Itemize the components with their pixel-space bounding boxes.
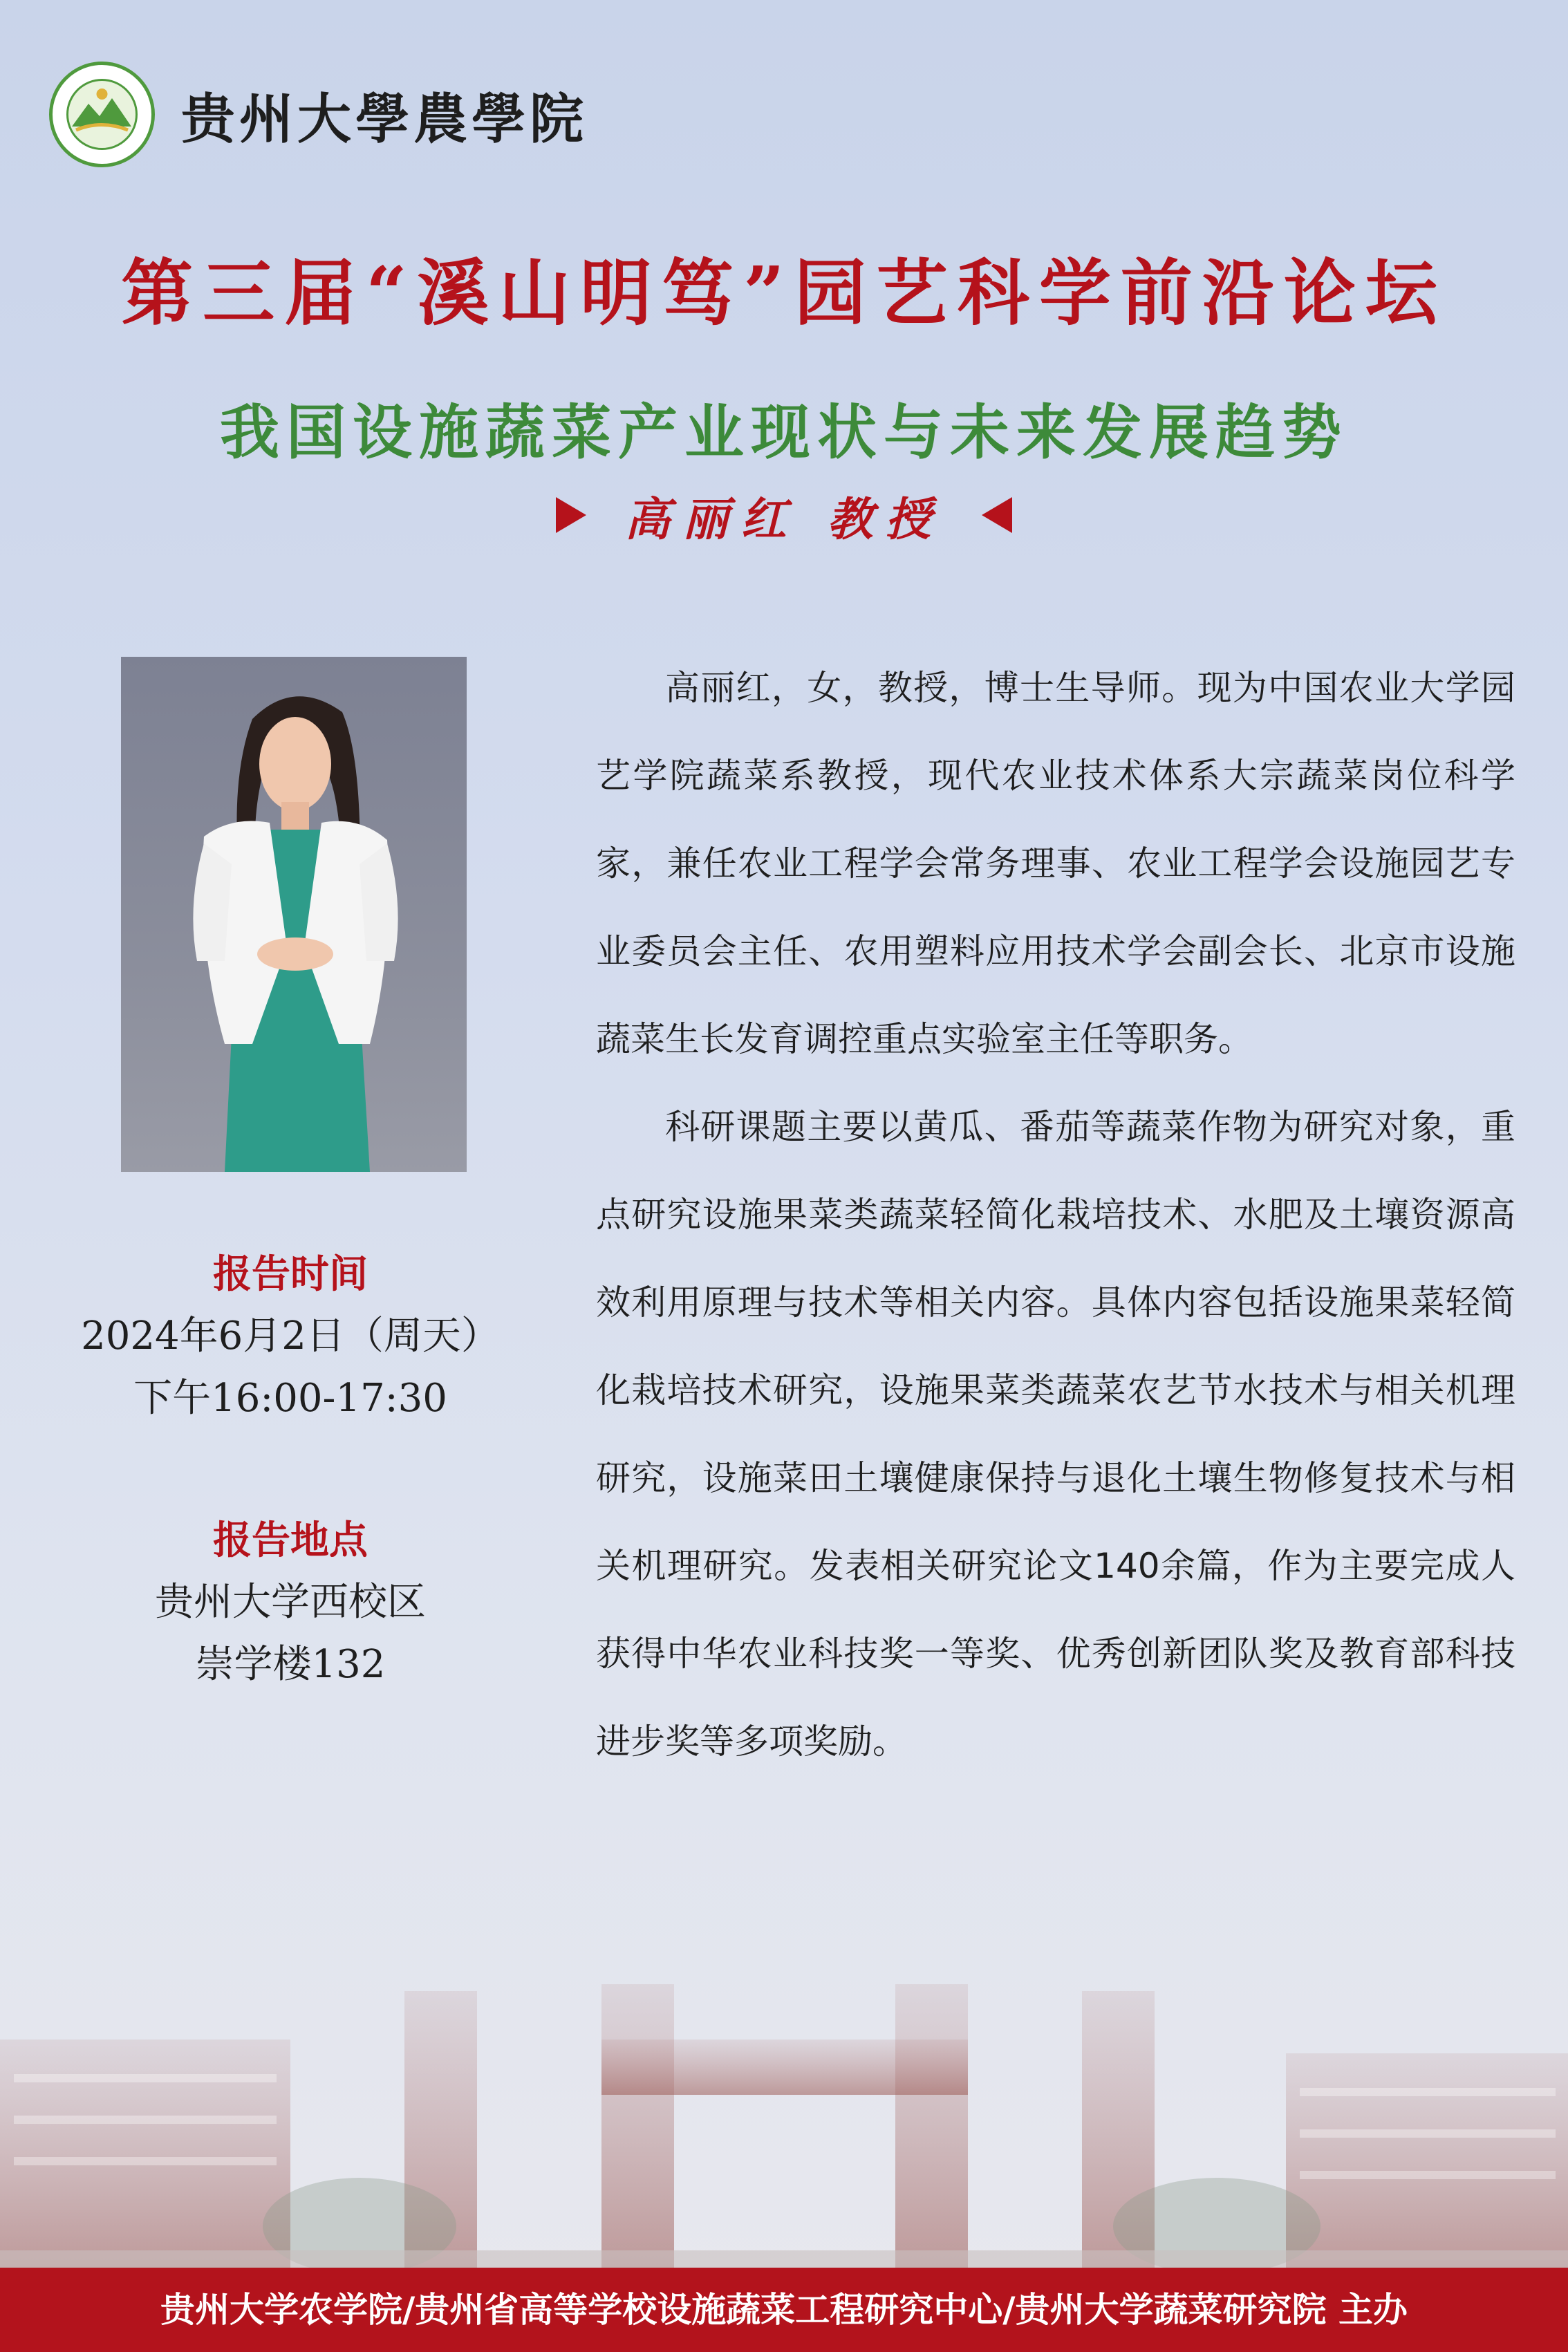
speaker-row	[0, 484, 1568, 546]
college-seal-icon	[48, 61, 156, 168]
date-text: 2024年6月2日（周天）	[81, 1314, 500, 1359]
speaker-photo	[121, 657, 467, 1172]
place-label: 报告地点	[213, 1518, 368, 1563]
forum-title: 第三届“溪山明笃”园艺科学前沿论坛	[121, 250, 1447, 335]
talk-title: 我国设施蔬菜产业现状与未来发展趋势	[220, 398, 1348, 467]
time-label: 报告时间	[213, 1252, 368, 1297]
time-text: 下午16:00-17:30	[133, 1376, 447, 1421]
bio-paragraph: 科研课题主要以黄瓜、番茄等蔬菜作物为研究对象，重点研究设施果菜类蔬菜轻简化栽培技术、水肥及土壤资源高效利用原理与技术等相关内容。具体内容包括设施果菜轻简化栽培技术研究，设施果菜类蔬菜农艺节水技术与相关机理研究，设施菜田土壤健康保持与退化土壤生物修复技术与相关机理研究。发表相关研究论文140余篇，作为主要完成人获得中华农业科技奖一等奖、优秀创新团队奖及教育部科技进步奖等多项奖励。	[596, 1107, 1515, 1762]
triangle-left-icon	[982, 497, 1012, 533]
campus-gate-illustration	[0, 1936, 1568, 2268]
speaker-bio	[596, 644, 1515, 1786]
speaker-name: 高丽红 教授	[624, 492, 944, 546]
room-text: 崇学楼132	[195, 1642, 386, 1687]
campus-text: 贵州大学西校区	[155, 1580, 426, 1625]
bio-paragraph: 高丽红，女，教授，博士生导师。现为中国农业大学园艺学院蔬菜系教授，现代农业技术体系大宗蔬菜岗位科学家，兼任农业工程学会常务理事、农业工程学会设施园艺专业委员会主任、农用塑料应用技术学会副会长、北京市设施蔬菜生长发育调控重点实验室主任等职务。	[596, 668, 1515, 1059]
school-name: 贵州大學農學院	[181, 88, 588, 151]
triangle-right-icon	[556, 497, 586, 533]
schedule-block	[62, 1244, 519, 1430]
location-block	[62, 1511, 519, 1696]
footer-organizers: 贵州大学农学院/贵州省高等学校设施蔬菜工程研究中心/贵州大学蔬菜研究院 主办	[0, 2268, 1568, 2352]
